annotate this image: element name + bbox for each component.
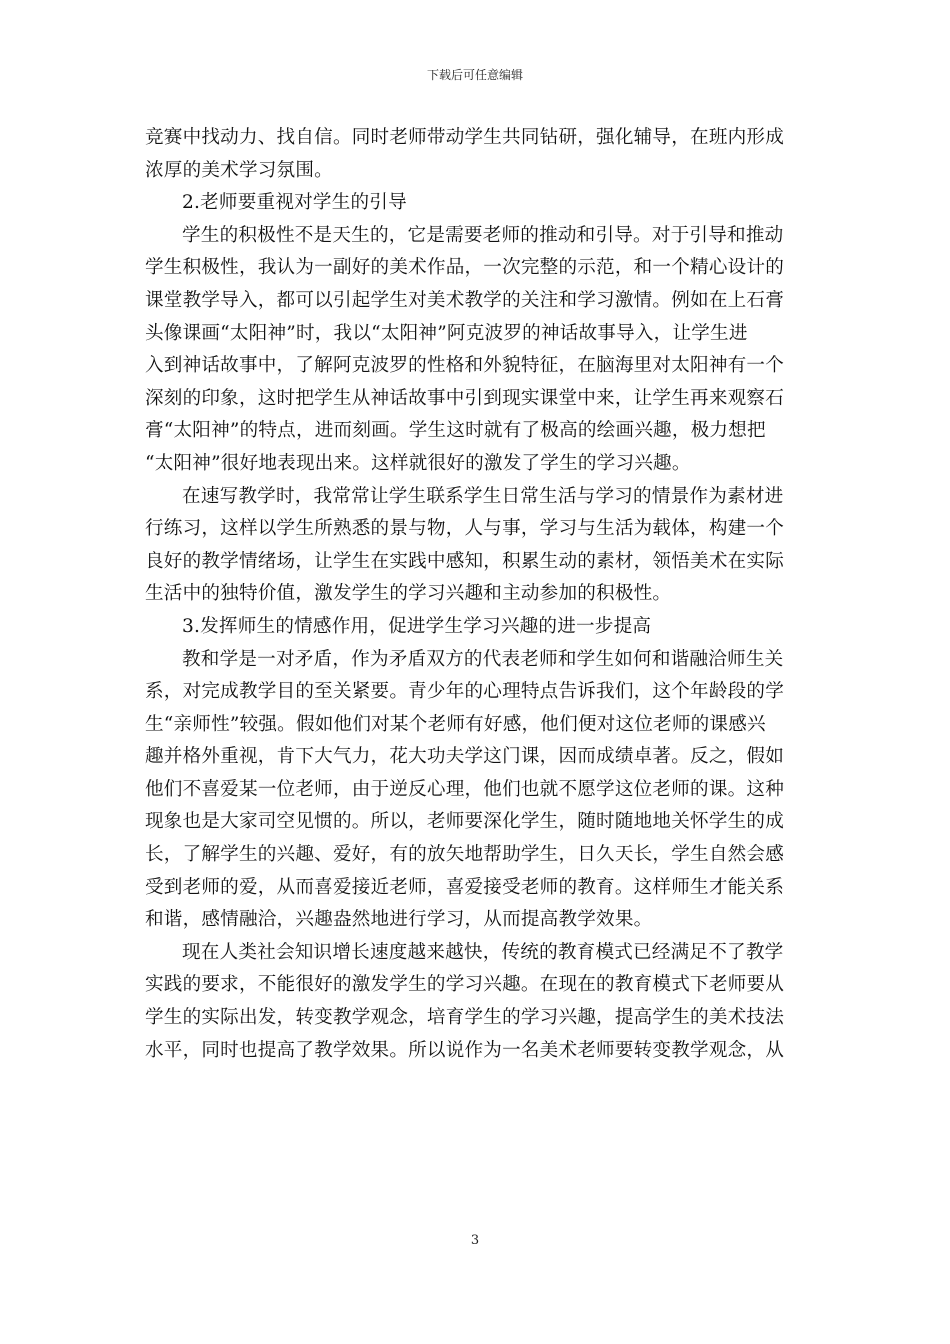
text-line: 入到神话故事中，了解阿克波罗的性格和外貌特征，在脑海里对太阳神有一个: [145, 355, 784, 377]
text-line: 他们不喜爱某一位老师，由于逆反心理，他们也就不愿学这位老师的课。这种: [145, 778, 784, 800]
text-line: 生“亲师性”较强。假如他们对某个老师有好感，他们便对这位老师的课感兴: [145, 713, 766, 735]
text-line: 实践的要求，不能很好的激发学生的学习兴趣。在现在的教育模式下老师要从: [145, 974, 784, 996]
text-line: 和谐，感情融洽，兴趣盎然地进行学习，从而提高教学效果。: [145, 909, 653, 931]
document-body: [145, 122, 805, 1067]
text-line: 长，了解学生的兴趣、爱好，有的放矢地帮助学生，日久天长，学生自然会感: [145, 844, 784, 866]
text-line: 学生的积极性不是天生的，它是需要老师的推动和引导。对于引导和推动: [182, 224, 784, 246]
page-header: 下载后可任意编辑: [426, 68, 523, 82]
text-line: 学生的实际出发，转变教学观念，培育学生的学习兴趣，提高学生的美术技法: [145, 1007, 784, 1029]
text-line: 学生积极性，我认为一副好的美术作品，一次完整的示范，和一个精心设计的: [145, 257, 784, 279]
text-line: 水平，同时也提高了教学效果。所以说作为一名美术老师要转变教学观念，从: [145, 1039, 784, 1061]
text-line: 趣并格外重视，肯下大气力，花大功夫学这门课，因而成绩卓著。反之，假如: [145, 746, 784, 768]
text-line: 浓厚的美术学习氛围。: [145, 159, 333, 181]
text-line: 现象也是大家司空见惯的。所以，老师要深化学生，随时随地地关怀学生的成: [145, 811, 784, 833]
text-line: “太阳神”很好地表现出来。这样就很好的激发了学生的学习兴趣。: [145, 452, 691, 474]
text-line: 课堂教学导入，都可以引起学生对美术教学的关注和学习激情。例如在上石膏: [145, 289, 784, 311]
text-line: 生活中的独特价值，激发学生的学习兴趣和主动参加的积极性。: [145, 583, 672, 605]
text-line: 行练习，这样以学生所熟悉的景与物，人与事，学习与生活为载体，构建一个: [145, 518, 784, 540]
text-line: 深刻的印象，这时把学生从神话故事中引到现实课堂中来，让学生再来观察石: [145, 387, 784, 409]
text-line: 2.老师要重视对学生的引导: [182, 192, 407, 214]
text-line: 3.发挥师生的情感作用，促进学生学习兴趣的进一步提高: [182, 615, 652, 637]
text-line: 头像课画“太阳神”时，我以“太阳神”阿克波罗的神话故事导入，让学生进: [145, 322, 748, 344]
text-line: 受到老师的爱，从而喜爱接近老师，喜爱接受老师的教育。这样师生才能关系: [145, 876, 784, 898]
page-number: 3: [470, 1233, 480, 1248]
text-line: 在速写教学时，我常常让学生联系学生日常生活与学习的情景作为素材进: [182, 485, 784, 507]
text-line: 系，对完成教学目的至关紧要。青少年的心理特点告诉我们，这个年龄段的学: [145, 681, 784, 703]
text-line: 膏“太阳神”的特点，进而刻画。学生这时就有了极高的绘画兴趣，极力想把: [145, 420, 766, 442]
text-line: 教和学是一对矛盾，作为矛盾双方的代表老师和学生如何和谐融洽师生关: [182, 648, 784, 670]
text-line: 良好的教学情绪场，让学生在实践中感知，积累生动的素材，领悟美术在实际: [145, 550, 784, 572]
text-line: 现在人类社会知识增长速度越来越快，传统的教育模式已经满足不了教学: [182, 941, 784, 963]
text-line: 竞赛中找动力、找自信。同时老师带动学生共同钻研，强化辅导，在班内形成: [145, 127, 784, 148]
